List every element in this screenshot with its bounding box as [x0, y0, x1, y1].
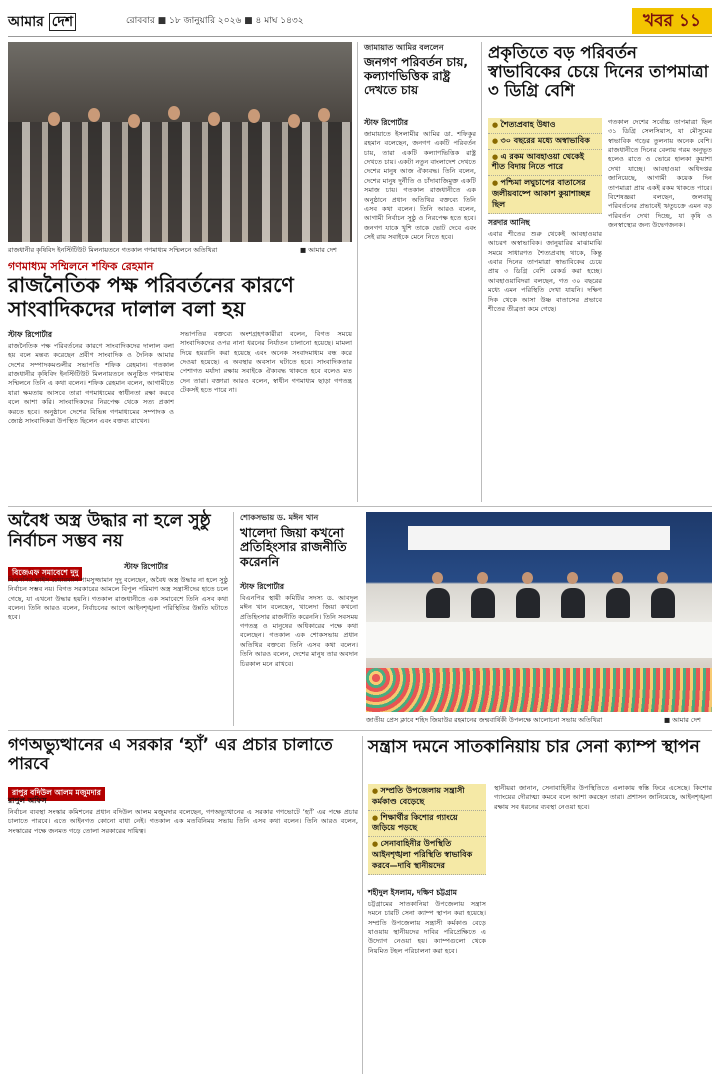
- weather-headline: প্রকৃতিতে বড় পরিবর্তন স্বাভাবিকের চেয়ে দিনের তাপমাত্রা ৩ ডিগ্রি বেশি: [488, 43, 709, 100]
- jamaat-byline: স্টাফ রিপোর্টার: [364, 118, 409, 127]
- conference-photo: [8, 42, 352, 242]
- event-photo: [366, 512, 712, 712]
- jamaat-kicker: জামায়াত আমির বললেন: [364, 43, 444, 52]
- story-body-col2: সভাপতির বক্তব্যে অংশগ্রহণকারীরা বলেন, বিগত সময়ে সাংবাদিকদের ওপর নানা ধরনের নির্যাতন চালানো হয়েছে। মামলা দিয়ে হয়রানি করা হয়েছে এবং অনেক সংবাদমাধ্যম বন্ধ করে দেওয়া হয়েছে। এ অবস্থার অবসান ঘটাতে হবে। সাংবাদিকতার পেশাগত মর্যাদা রক্ষায় সবাইকে ঐক্যবদ্ধ থাকতে হবে বলেও মত দেন তারা। বক্তারা আরও বলেন, স্বাধীন গণমাধ্যম ছাড়া গণতন্ত্র টেকসই হতে পারে না।: [180, 330, 352, 395]
- jamaat-headline: জনগণ পরিবর্তন চায়, কল্যাণভিত্তিক রাষ্ট্র দেখতে চায়: [364, 55, 468, 97]
- khaleda-byline: স্টাফ রিপোর্টার: [240, 582, 285, 591]
- arms-body: বিএনপির ভাইস চেয়ারম্যান শামসুজ্জামান দুদু বলেছেন, অবৈধ অস্ত্র উদ্ধার না হলে সুষ্ঠু নির্বাচন সম্ভব নয়। বিগত সরকারের আমলে বিপুল পরিমাণ অস্ত্র সন্ত্রাসীদের হাতে চলে গেছে, যা এখনো উদ্ধার হয়নি। গতকাল রাজধানীতে এক সমাবেশে তিনি এসব কথা বলেন। তিনি আরও বলেন, নির্বাচনের আগে আইনশৃঙ্খলা পরিস্থিতির উন্নতি ঘটাতে হবে।: [8, 576, 228, 622]
- army-bullets: [368, 784, 486, 875]
- mass-body: নির্বাচন ব্যবস্থা সংস্কার কমিশনের প্রধান বদিউল আলম মজুমদার বলেছেন, গণঅভ্যুত্থানের এ সরকার গণভোটে ‘হ্যাঁ’ এর পক্ষে প্রচার চালাতে পারবে। এতে আইনগত কোনো বাধা নেই। গতকাল এক মতবিনিময় সভায় তিনি এসব কথা বলেন। তিনি আরও বলেন, সংস্কারের পক্ষে জনমত গড়ে তোলা সরকারের দায়িত্ব।: [8, 808, 358, 835]
- army-body-col2: স্থানীয়রা জানান, সেনাবাহিনীর উপস্থিতিতে এলাকায় স্বস্তি ফিরে এসেছে। কিশোর গ্যাংয়ের দৌরাত্ম্য কমবে বলে আশা করছেন তারা। প্রশাসন জানিয়েছে, আইনশৃঙ্খলা রক্ষায় সব ধরনের ব্যবস্থা নেওয়া হবে।: [494, 784, 712, 811]
- bullet-item: ● ৩০ বছরের মধ্যে অস্বাভাবিক: [488, 134, 602, 150]
- logo-left: আমার: [8, 14, 44, 30]
- event-photo-credit: ■ আমার দেশ: [664, 716, 701, 724]
- section-label: খবর ১১: [632, 8, 712, 34]
- khaleda-headline: খালেদা জিয়া কখনো প্রতিহিংসার রাজনীতি করেননি: [240, 525, 347, 569]
- masthead: [8, 8, 712, 34]
- bullet-item: ● এ রকম আবহাওয়া থেকেই শীত বিদায় নিতে পারে: [488, 150, 602, 177]
- photo-caption: রাজধানীর কৃষিবিদ ইনস্টিটিউট মিলনায়তনে গতকাল গণমাধ্যম সম্মিলনে অতিথিরা: [8, 246, 218, 254]
- bullet-item: ● সেনাবাহিনীর উপস্থিতি আইনশৃঙ্খলা পরিস্থিতি স্বাভাবিক করবে—দাবি স্থানীয়দের: [368, 837, 486, 874]
- bullet-item: ● শিক্ষার্থীর কিশোর গ্যাংয়ে জড়িয়ে পড়ছে: [368, 811, 486, 838]
- bullet-item: ● সম্প্রতি উপজেলায় সন্ত্রাসী কর্মকাণ্ড বেড়েছে: [368, 784, 486, 811]
- weather-body-col1: এবার শীতের শুরু থেকেই আবহাওয়ার আচরণ অস্বাভাবিক। জানুয়ারির মাঝামাঝি সময়ে সাধারণত শৈত্যপ্রবাহ থাকে, কিন্তু এবার দিনের তাপমাত্রা স্বাভাবিকের চেয়ে প্রায় ৩ ডিগ্রি বেশি রেকর্ড করা হচ্ছে। আবহাওয়াবিদরা বলছেন, গত ৩০ বছরের মধ্যে এমন পরিস্থিতি দেখা যায়নি। দক্ষিণ দিক থেকে আসা উষ্ণ বাতাসের প্রভাবে শীতের তীব্রতা কমে গেছে।: [488, 230, 602, 313]
- story-byline: স্টাফ রিপোর্টার: [8, 330, 53, 339]
- column-divider: [362, 736, 363, 1074]
- bullet-item: ● পশ্চিমা লঘুচাপের বাতাসের জলীয়বাষ্পে আকাশ কুয়াশাচ্ছন্ন ছিল: [488, 176, 602, 213]
- mass-headline: গণঅভ্যুত্থানের এ সরকার ‘হ্যাঁ’ এর প্রচার চালাতে পারবে: [8, 735, 333, 773]
- dateline: রোববার ■ ১৮ জানুয়ারি ২০২৬ ■ ৪ মাঘ ১৪৩২: [126, 16, 304, 26]
- jamaat-body: জামায়াতে ইসলামীর আমির ডা. শফিকুর রহমান বলেছেন, জনগণ একটি পরিবর্তন চায়, তারা একটি কল্যাণভিত্তিক রাষ্ট্র দেখতে চায়। একটা নতুন বাংলাদেশ দেখতে দেশের মানুষ আজ ঐক্যবদ্ধ। তিনি বলেন, দেশের মানুষ দুর্নীতি ও চাঁদাবাজিমুক্ত একটি সমাজ চায়। গতকাল রাজধানীতে এক অনুষ্ঠানে প্রধান অতিথির বক্তব্যে তিনি এসব কথা বলেন। তিনি আরও বলেন, আগামী নির্বাচন সুষ্ঠু ও নিরপেক্ষ হতে হবে। জনগণ যাকে খুশি তাকে ভোট দেবে এবং সেই রায় সবাইকে মেনে নিতে হবে।: [364, 130, 476, 241]
- mass-tag: রাপুর বদিউল আলম মজুমদার: [8, 787, 105, 801]
- story-body-col1: রাজনৈতিক পক্ষ পরিবর্তনের কারণে সাংবাদিকদের দালাল বলা হয় বলে মন্তব্য করেছেন প্রবীণ সাংবাদিক ও দৈনিক আমার দেশের সম্পাদকমণ্ডলীর সভাপতি শফিক রেহমান। গতকাল রাজধানীর কৃষিবিদ ইনস্টিটিউট মিলনায়তনে অনুষ্ঠিত গণমাধ্যম সম্মিলনে তিনি এ কথা বলেন। শফিক রেহমান বলেন, আগামীতে যারা ক্ষমতায় আসবে তারা গণমাধ্যমের স্বাধীনতা রক্ষা করবে বলে আশা করি। সাংবাদিকদের নিরপেক্ষ থেকে সত্য প্রকাশ করতে হবে। অনুষ্ঠানে দেশের বিভিন্ন গণমাধ্যমের সম্পাদক ও জ্যেষ্ঠ সাংবাদিকরা উপস্থিত ছিলেন এবং বক্তব্য রাখেন।: [8, 342, 174, 425]
- column-divider: [481, 42, 482, 502]
- event-photo-caption: জাতীয় প্রেস ক্লাবে শহিদ জিয়াউর রহমানের জন্মবার্ষিকী উপলক্ষে আলোচনা সভায় অতিথিরা: [366, 716, 603, 724]
- army-headline: সন্ত্রাস দমনে সাতকানিয়ায় চার সেনা ক্যাম্প স্থাপন: [368, 737, 700, 757]
- khaleda-body: বিএনপির স্থায়ী কমিটির সদস্য ড. আবদুল মঈন খান বলেছেন, খালেদা জিয়া কখনো প্রতিহিংসার রাজনীতি করেননি। তিনি সবসময় গণতন্ত্র ও মানুষের অধিকারের পক্ষে কথা বলেছেন। গতকাল এক শোকসভায় প্রধান অতিথির বক্তব্যে তিনি এসব কথা বলেন। তিনি আরও বলেন, দেশের মানুষ তার অবদান চিরকাল মনে রাখবে।: [240, 594, 358, 668]
- story-kicker: গণমাধ্যম সম্মিলনে শফিক রেহমান: [8, 260, 154, 273]
- weather-body-col2: গতকাল দেশের সর্বোচ্চ তাপমাত্রা ছিল ৩১ ডিগ্রি সেলসিয়াস, যা মৌসুমের স্বাভাবিক গড়ের তুলনায় অনেক বেশি। রাজধানীতে দিনের বেলায় গরম অনুভূত হলেও রাতে ও ভোরে হালকা কুয়াশা দেখা যাচ্ছে। আবহাওয়া অধিদপ্তর জানিয়েছে, আগামী কয়েক দিন তাপমাত্রা প্রায় একই রকম থাকতে পারে। বিশেষজ্ঞরা বলছেন, জলবায়ু পরিবর্তনের প্রভাবেই ঋতুচক্রে এমন বড় পরিবর্তন দেখা দিচ্ছে, যা কৃষি ও জনস্বাস্থ্যের জন্য উদ্বেগজনক।: [608, 118, 712, 229]
- khaleda-kicker: শোকসভায় ড. মঈন খান: [240, 513, 319, 522]
- army-body-col1: চট্টগ্রামের সাতকানিয়া উপজেলায় সন্ত্রাস দমনে চারটি সেনা ক্যাম্প স্থাপন করা হয়েছে। সম্প্রতি উপজেলায় সন্ত্রাসী কর্মকাণ্ড বেড়ে যাওয়ায় স্থানীয়দের দাবির পরিপ্রেক্ষিতে এ উদ্যোগ নেওয়া হয়। ক্যাম্পগুলো থেকে নিয়মিত টহল পরিচালনা করা হবে।: [368, 900, 486, 955]
- column-divider: [357, 42, 358, 502]
- photo-credit: ■ আমার দেশ: [300, 246, 337, 254]
- mass-byline: রাপুল অফিস: [8, 796, 47, 805]
- section-divider: [8, 730, 712, 731]
- arms-byline: স্টাফ রিপোর্টার: [124, 562, 169, 571]
- army-byline: শহীদুল ইসলাম, দক্ষিণ চট্টগ্রাম: [368, 888, 457, 897]
- arms-headline: অবৈধ অস্ত্র উদ্ধার না হলে সুষ্ঠু নির্বাচন সম্ভব নয়: [8, 511, 211, 551]
- weather-byline: সরদার আনিছ: [488, 218, 530, 227]
- arms-tag: বিজেএফ সমাবেশে দুদু: [8, 567, 82, 581]
- newspaper-logo: [8, 10, 76, 34]
- column-divider: [233, 512, 234, 726]
- story-headline: রাজনৈতিক পক্ষ পরিবর্তনের কারণে সাংবাদিকদের দালাল বলা হয়: [8, 273, 294, 321]
- bullet-item: ● শৈত্যপ্রবাহ উধাও: [488, 118, 602, 134]
- section-divider: [8, 506, 712, 507]
- masthead-rule: [8, 36, 712, 37]
- weather-bullets: [488, 118, 602, 214]
- logo-right: দেশ: [49, 13, 76, 31]
